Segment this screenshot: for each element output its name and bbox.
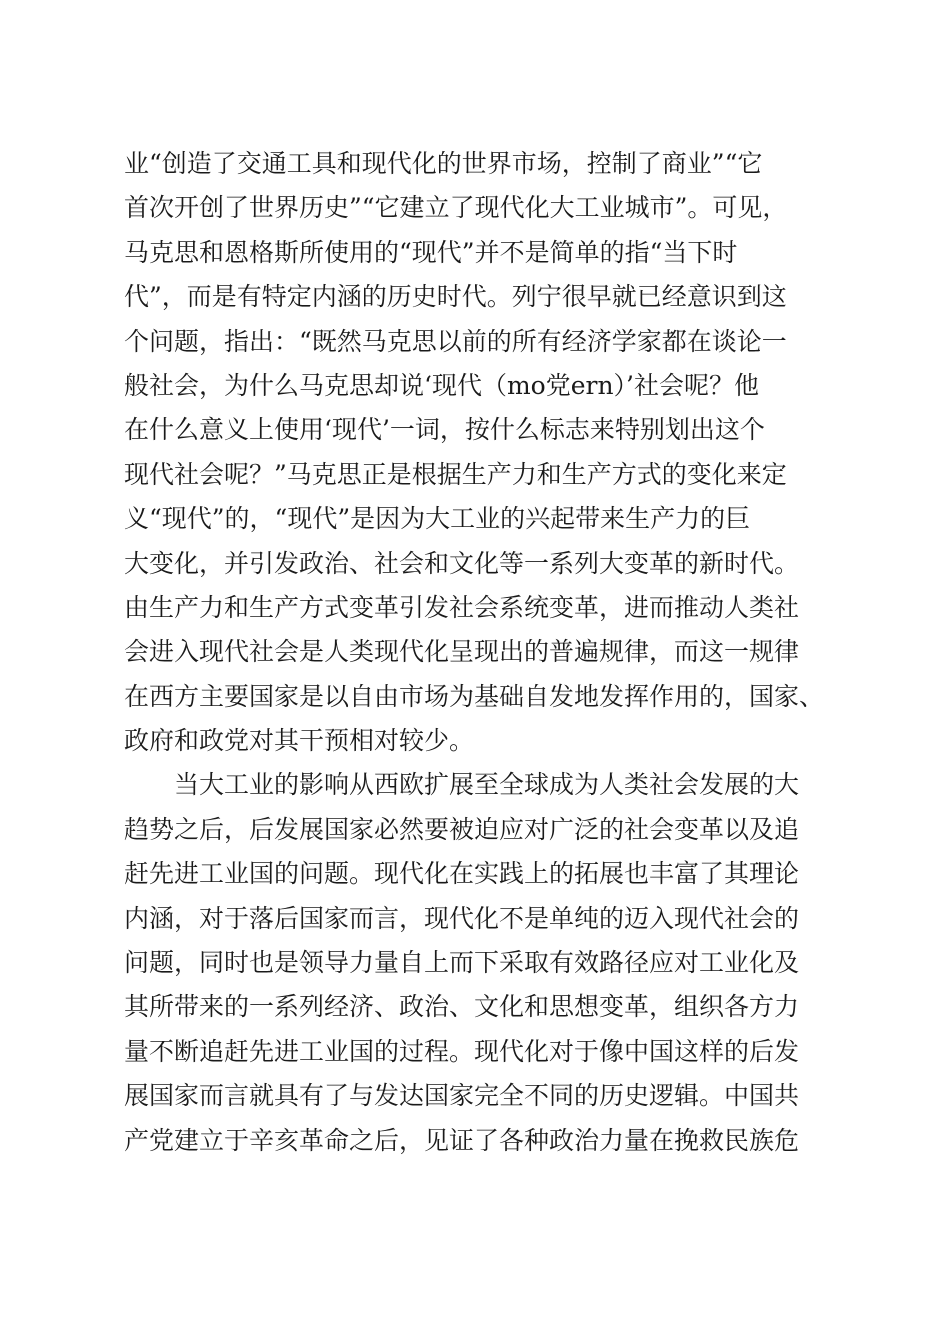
text-line: 现代社会呢？”马克思正是根据生产力和生产方式的变化来定 xyxy=(124,459,787,489)
text-line: 在西方主要国家是以自由市场为基础自发地发挥作用的，国家、 xyxy=(124,681,825,711)
text-line: 问题，同时也是领导力量自上而下采取有效路径应对工业化及 xyxy=(124,948,800,978)
paragraph-1 xyxy=(124,142,844,763)
text-line: 义“现代”的，“现代”是因为大工业的兴起带来生产力的巨 xyxy=(124,504,751,534)
text-line: 其所带来的一系列经济、政治、文化和思想变革，组织各方力 xyxy=(124,992,800,1022)
text-line: 业“创造了交通工具和现代化的世界市场，控制了商业”“它 xyxy=(124,149,763,178)
text-line: 马克思和恩格斯所使用的“现代”并不是简单的指“当下时 xyxy=(124,237,738,267)
text-line: 政府和政党对其干预相对较少。 xyxy=(124,726,475,756)
text-line: 在什么意义上使用‘现代’一词，按什么标志来特别划出这个 xyxy=(124,415,765,445)
paragraph-2 xyxy=(124,763,844,1163)
text-line: 内涵，对于落后国家而言，现代化不是单纯的迈入现代社会的 xyxy=(124,903,800,933)
text-line: 大变化，并引发政治、社会和文化等一系列大变革的新时代。 xyxy=(124,548,800,578)
text-line: 个问题，指出：“既然马克思以前的所有经济学家都在谈论一 xyxy=(124,326,787,356)
body-text xyxy=(124,142,844,1163)
text-line: 由生产力和生产方式变革引发社会系统变革，进而推动人类社 xyxy=(124,592,800,622)
text-line: 趋势之后，后发展国家必然要被迫应对广泛的社会变革以及追 xyxy=(124,814,800,844)
text-line: 赶先进工业国的问题。现代化在实践上的拓展也丰富了其理论 xyxy=(124,859,800,889)
text-line: 量不断追赶先进工业国的过程。现代化对于像中国这样的后发 xyxy=(124,1036,800,1066)
text-line: 会进入现代社会是人类现代化呈现出的普遍规律，而这一规律 xyxy=(124,637,800,667)
text-line: 产党建立于辛亥革命之后，见证了各种政治力量在挽救民族危 xyxy=(124,1125,800,1155)
text-line: 代”，而是有特定内涵的历史时代。列宁很早就已经意识到这 xyxy=(124,282,787,312)
text-line: 展国家而言就具有了与发达国家完全不同的历史逻辑。中国共 xyxy=(124,1081,800,1111)
text-line: 首次开创了世界历史”“它建立了现代化大工业城市”。可见， xyxy=(124,193,788,223)
text-line: 般社会，为什么马克思却说‘现代（mo党ern）’社会呢？他 xyxy=(124,370,759,400)
text-line: 当大工业的影响从西欧扩展至全球成为人类社会发展的大 xyxy=(174,770,800,800)
